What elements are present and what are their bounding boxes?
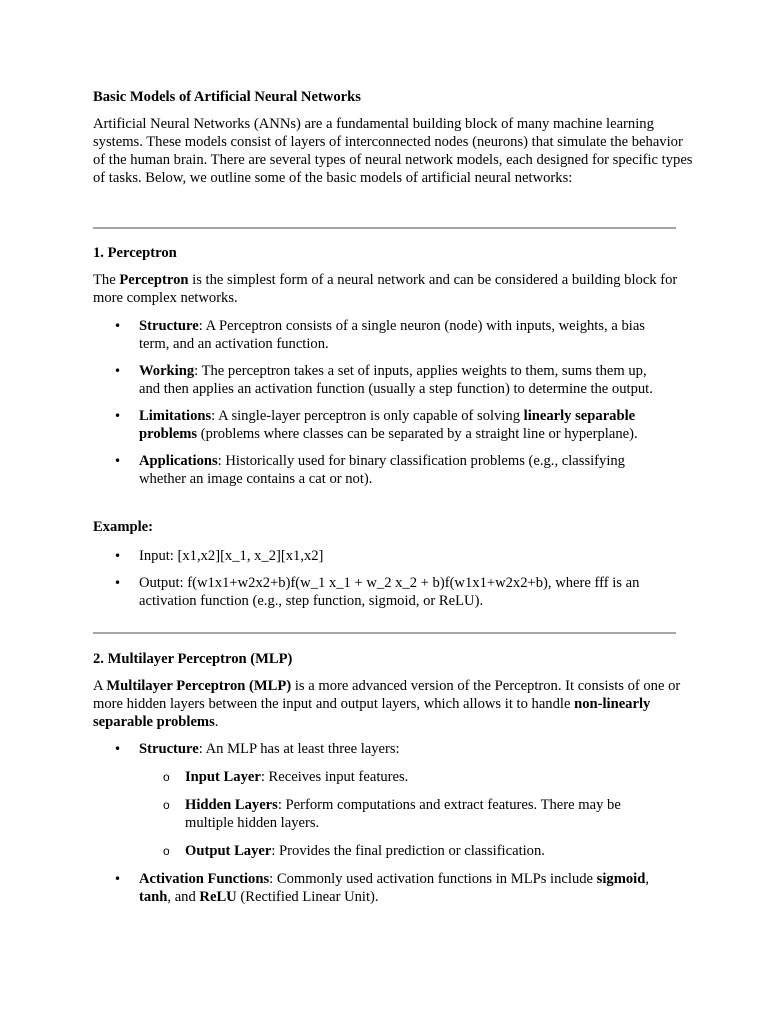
bullet-text: : The perceptron takes a set of inputs, applies weights to them, sums them up, and then applies an activation function (usually a step function) to determine the output. bbox=[139, 363, 653, 397]
bullet-text: : A Perceptron consists of a single neuron (node) with inputs, weights, a bias term, and an activation function. bbox=[139, 318, 645, 352]
list-item: • Output: f(w1x1+w2x2+b)f(w_1 x_1 + w_2 x_2 + b)f(w1x1+w2x2+b), where fff is an activation function (e.g., step function, sigmoid, or ReLU). bbox=[93, 574, 653, 610]
sub-text: : Receives input features. bbox=[260, 769, 409, 785]
sub-label: Hidden Layers bbox=[185, 797, 278, 813]
sub-list-item bbox=[139, 842, 653, 860]
bullet-label: Structure bbox=[139, 741, 199, 757]
text-run: The bbox=[93, 272, 120, 288]
sub-text: : Provides the final prediction or classification. bbox=[271, 843, 545, 859]
bold-term: non-linearly separable problems bbox=[93, 696, 651, 730]
perceptron-bullet-list bbox=[93, 317, 653, 497]
intro-paragraph: Artificial Neural Networks (ANNs) are a fundamental building block of many machine learning systems. These models consist of layers of interconnected nodes (neurons) that simulate the behavior of the human brain. There are several types of neural network models, each designed for specific types of tasks. Below, we outline some of the basic models of artificial neural networks: bbox=[93, 116, 693, 186]
sub-label: Input Layer bbox=[185, 769, 261, 785]
sub-text: : Perform computations and extract features. There may be multiple hidden layers. bbox=[185, 797, 621, 831]
text-run: is the simplest form of a neural network and can be considered a building block for more complex networks. bbox=[93, 272, 678, 306]
bullet-text: (problems where classes can be separated by a straight line or hyperplane). bbox=[197, 426, 638, 442]
perceptron-intro bbox=[93, 271, 693, 307]
bold-term: Multilayer Perceptron (MLP) bbox=[106, 678, 292, 694]
sub-list-item bbox=[139, 768, 653, 786]
list-item bbox=[93, 740, 653, 860]
bold-term: Perceptron bbox=[119, 272, 189, 288]
sub-list-item bbox=[139, 796, 653, 832]
mlp-intro bbox=[93, 677, 693, 731]
bullet-label: Limitations bbox=[139, 408, 212, 424]
mlp-bullet-list bbox=[93, 740, 653, 915]
section-divider bbox=[93, 227, 676, 229]
bullet-label: Applications bbox=[139, 453, 218, 469]
bullet-label: Structure bbox=[139, 318, 199, 334]
sub-label: Output Layer bbox=[185, 843, 272, 859]
example-bullet-list bbox=[93, 547, 653, 619]
bold-term: tanh bbox=[139, 889, 168, 905]
list-item bbox=[93, 317, 653, 353]
bold-term: linearly separable problems bbox=[139, 408, 636, 442]
mlp-heading: 2. Multilayer Perceptron (MLP) bbox=[93, 651, 293, 667]
bullet-label: Working bbox=[139, 363, 195, 379]
list-item: • Input: [x1,x2][x_1, x_2][x1,x2] bbox=[93, 547, 653, 565]
document-title: Basic Models of Artificial Neural Networks bbox=[93, 89, 361, 105]
text-run: . bbox=[214, 714, 219, 730]
list-item bbox=[93, 452, 653, 488]
section-divider bbox=[93, 632, 676, 634]
list-item bbox=[93, 407, 653, 443]
bold-term: ReLU bbox=[199, 889, 237, 905]
bold-term: sigmoid bbox=[596, 871, 646, 887]
list-item bbox=[93, 362, 653, 398]
list-item bbox=[93, 870, 653, 906]
example-label: Example: bbox=[93, 519, 153, 535]
text-run: is a more advanced version of the Perceptron. It consists of one or more hidden layers between the input and output layers, which allows it to handle bbox=[93, 678, 681, 712]
layer-sublist bbox=[139, 768, 653, 860]
bullet-text: : Historically used for binary classification problems (e.g., classifying whether an image contains a cat or not). bbox=[139, 453, 625, 487]
bullet-label: Activation Functions bbox=[139, 871, 270, 887]
bullet-text: : Commonly used activation functions in MLPs include bbox=[269, 871, 597, 887]
perceptron-heading: 1. Perceptron bbox=[93, 245, 177, 261]
bullet-text: : An MLP has at least three layers: bbox=[198, 741, 400, 757]
text-run: A bbox=[93, 678, 107, 694]
separator-text: , and bbox=[167, 889, 200, 905]
separator-text: , bbox=[645, 871, 649, 887]
bullet-text: : A single-layer perceptron is only capable of solving bbox=[211, 408, 524, 424]
bullet-text: (Rectified Linear Unit). bbox=[236, 889, 379, 905]
